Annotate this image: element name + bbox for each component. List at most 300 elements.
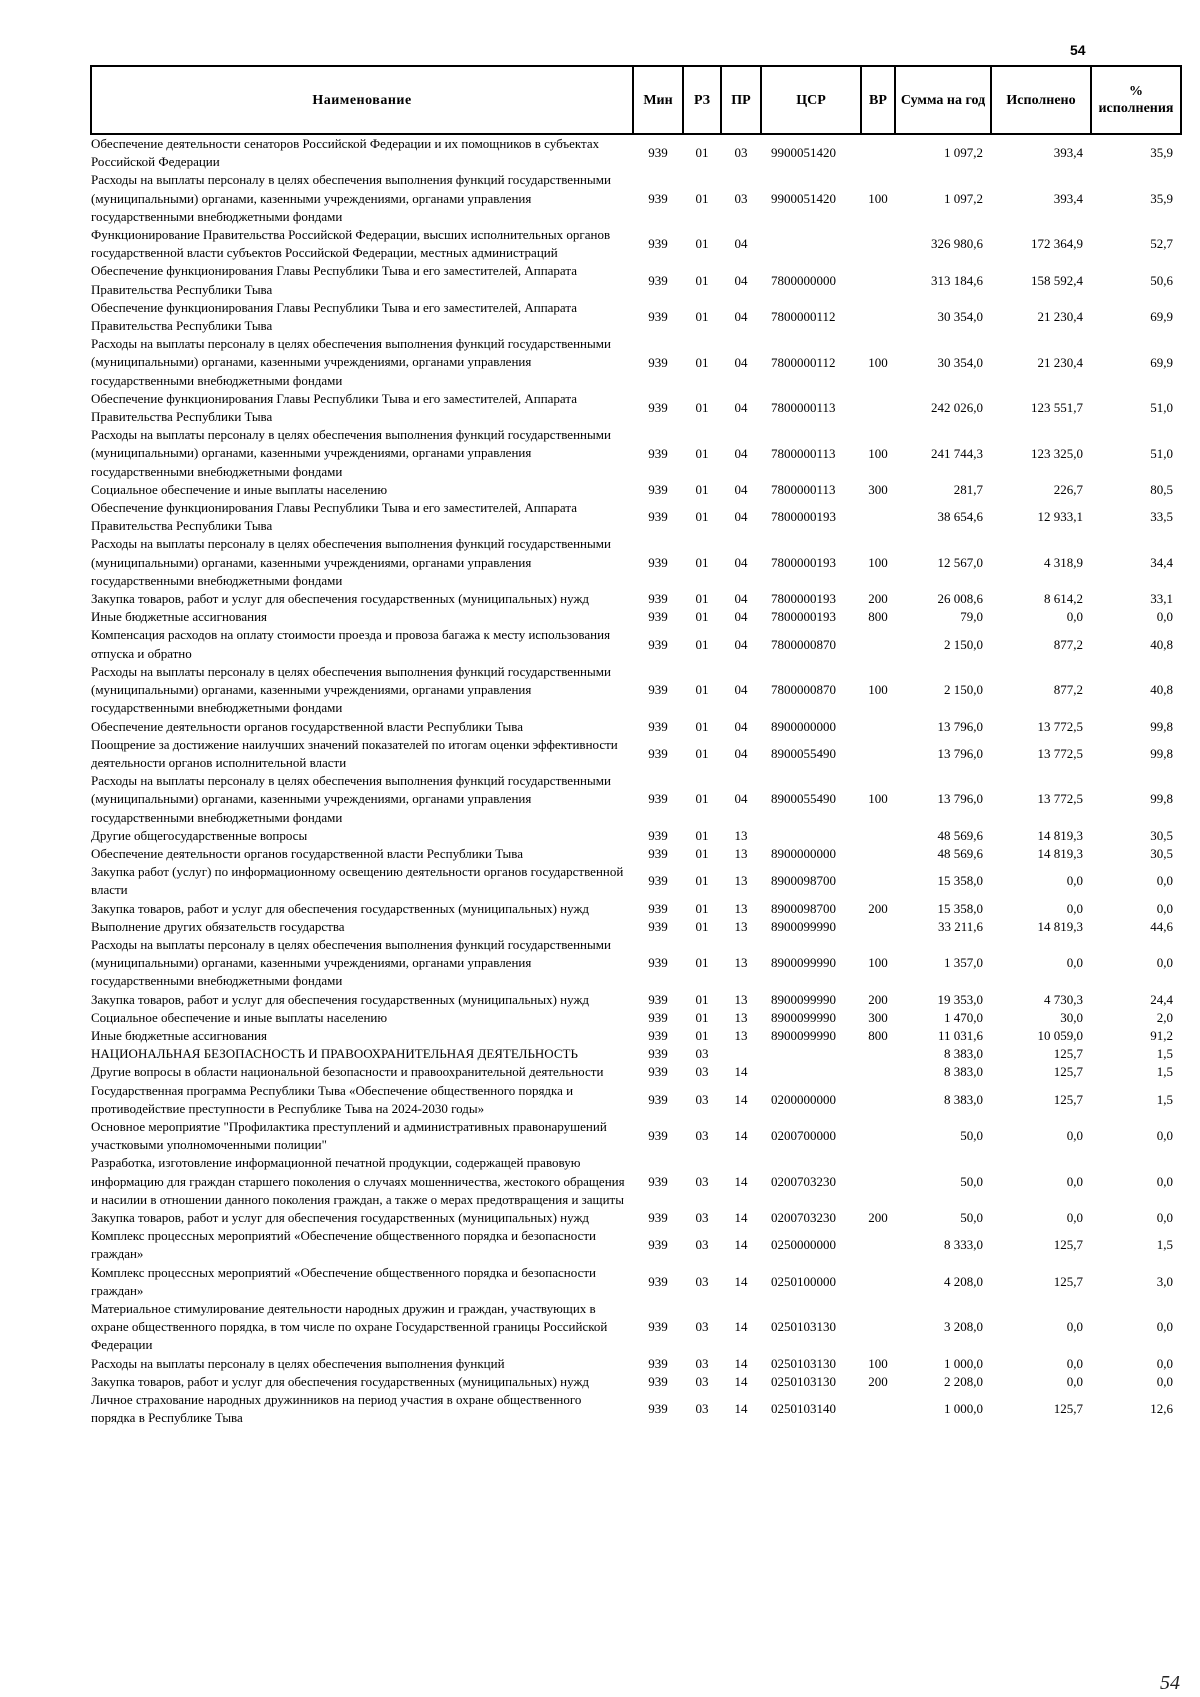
row-pct: 51,0 [1150,445,1173,461]
row-name: Государственная программа Республики Тыва «Обеспечение общественного порядка и противодействие преступности в Республике Тыва на 2024-2030 годы» [91,1082,574,1116]
table-row [91,608,1181,626]
row-pr: 13 [734,1009,748,1025]
row-csr: 7800000193 [771,509,836,525]
row-name: Закупка товаров, работ и услуг для обеспечения государственных (муниципальных) нужд [91,591,590,607]
table-row [91,1391,1181,1427]
table-row [91,390,1181,426]
row-pr: 04 [734,636,748,652]
row-pct: 99,8 [1150,745,1173,761]
row-rz: 01 [695,955,709,971]
header-min: Мин [633,66,683,134]
row-sum: 30 354,0 [937,354,983,370]
row-csr: 0200703230 [771,1210,836,1226]
row-rz: 01 [695,354,709,370]
row-name: Расходы на выплаты персоналу в целях обеспечения выполнения функций государственными (муниципальными) органами, казенными учреждениями, органами управления государственными внебюджетными фондами [91,936,611,989]
row-min: 939 [648,1273,668,1289]
row-rz: 03 [695,1091,709,1107]
row-rz: 01 [695,309,709,325]
page-number: 54 [1070,42,1086,58]
row-sum: 1 097,2 [944,145,983,161]
row-rz: 03 [695,1401,709,1417]
row-done: 14 819,3 [1037,827,1083,843]
row-sum: 326 980,6 [931,236,983,252]
row-pr: 14 [734,1064,748,1080]
row-pr: 04 [734,400,748,416]
header-pct: % исполнения [1091,66,1181,134]
row-pct: 40,8 [1150,636,1173,652]
row-min: 939 [648,846,668,862]
row-csr: 7800000112 [771,354,836,370]
row-pct: 99,8 [1150,718,1173,734]
row-csr: 9900051420 [771,190,836,206]
row-pct: 0,0 [1156,1373,1173,1389]
row-name: Обеспечение деятельности сенаторов Российской Федерации и их помощников в субъектах Российской Федерации [91,136,600,170]
row-done: 125,7 [1053,1273,1083,1289]
table-row [91,1227,1181,1263]
row-min: 939 [648,791,668,807]
row-vr [861,736,895,772]
row-name: Закупка товаров, работ и услуг для обеспечения государственных (муниципальных) нужд [91,900,590,916]
row-rz: 03 [695,1046,709,1062]
row-done: 0,0 [1066,1319,1083,1335]
row-csr: 8900099990 [771,955,836,971]
row-done: 10 059,0 [1037,1028,1083,1044]
row-min: 939 [648,1173,668,1189]
row-min: 939 [648,1373,668,1389]
row-pr: 13 [734,900,748,916]
table-row [91,827,1181,845]
row-done: 0,0 [1066,900,1083,916]
row-pr: 04 [734,745,748,761]
row-name: Социальное обеспечение и иные выплаты населению [91,481,388,497]
table-row [91,936,1181,991]
header-csr: ЦСР [761,66,861,134]
row-sum: 281,7 [953,481,983,497]
row-vr: 100 [868,791,888,807]
row-sum: 2 150,0 [944,636,983,652]
row-name: Расходы на выплаты персоналу в целях обеспечения выполнения функций [91,1355,505,1371]
row-pct: 35,9 [1150,145,1173,161]
table-row [91,426,1181,481]
row-rz: 01 [695,827,709,843]
row-rz: 01 [695,190,709,206]
row-name: Выполнение других обязательств государства [91,918,345,934]
row-pr: 04 [734,609,748,625]
row-done: 123 551,7 [1031,400,1083,416]
table-row [91,262,1181,298]
row-min: 939 [648,636,668,652]
row-vr [861,499,895,535]
row-name: Закупка товаров, работ и услуг для обеспечения государственных (муниципальных) нужд [91,991,590,1007]
row-rz: 03 [695,1210,709,1226]
row-sum: 8 383,0 [944,1064,983,1080]
row-name: Поощрение за достижение наилучших значений показателей по итогам оценки эффективности деятельности органов исполнительной власти [91,736,618,770]
table-row [91,718,1181,736]
row-csr: 7800000113 [771,445,836,461]
row-vr [861,1227,895,1263]
row-min: 939 [648,1064,668,1080]
row-pct: 35,9 [1150,190,1173,206]
row-name: Личное страхование народных дружинников на период участия в охране общественного порядка в Республике Тыва [91,1392,582,1426]
row-done: 0,0 [1066,1355,1083,1371]
row-pct: 1,5 [1156,1091,1173,1107]
row-sum: 1 000,0 [944,1355,983,1371]
row-done: 125,7 [1053,1064,1083,1080]
row-pr: 03 [734,190,748,206]
row-name: Обеспечение деятельности органов государственной власти Республики Тыва [91,718,523,734]
row-vr [861,863,895,899]
row-vr [861,1063,895,1081]
row-pr: 04 [734,509,748,525]
row-sum: 1 000,0 [944,1401,983,1417]
row-sum: 12 567,0 [937,554,983,570]
row-pct: 0,0 [1156,873,1173,889]
row-csr: 7800000112 [771,309,836,325]
row-pr: 14 [734,1237,748,1253]
row-csr: 7800000870 [771,636,836,652]
row-rz: 01 [695,591,709,607]
row-vr [861,845,895,863]
row-vr: 200 [868,991,888,1007]
row-done: 8 614,2 [1044,591,1083,607]
row-csr: 0250100000 [771,1273,836,1289]
row-rz: 03 [695,1064,709,1080]
header-vr: ВР [861,66,895,134]
row-name: Расходы на выплаты персоналу в целях обеспечения выполнения функций государственными (муниципальными) органами, казенными учреждениями, органами управления государственными внебюджетными фондами [91,172,611,224]
row-sum: 13 796,0 [937,791,983,807]
row-csr: 0200000000 [771,1091,836,1107]
header-sum: Сумма на год [895,66,991,134]
row-min: 939 [648,591,668,607]
budget-table [90,65,1182,1427]
row-name: Иные бюджетные ассигнования [91,609,268,625]
row-sum: 8 383,0 [944,1091,983,1107]
row-done: 12 933,1 [1037,509,1083,525]
row-sum: 19 353,0 [937,991,983,1007]
row-vr: 100 [868,955,888,971]
row-csr: 0250103130 [771,1355,836,1371]
row-sum: 50,0 [960,1128,983,1144]
row-min: 939 [648,400,668,416]
row-min: 939 [648,682,668,698]
row-name: Расходы на выплаты персоналу в целях обеспечения выполнения функций государственными (муниципальными) органами, казенными учреждениями, органами управления государственными внебюджетными фондами [91,663,611,716]
table-row [91,1209,1181,1227]
row-sum: 1 470,0 [944,1009,983,1025]
row-sum: 1 097,2 [944,190,983,206]
table-row [91,481,1181,499]
row-rz: 01 [695,682,709,698]
row-done: 21 230,4 [1037,354,1083,370]
row-min: 939 [648,1237,668,1253]
row-rz: 01 [695,636,709,652]
row-csr: 0250000000 [771,1237,836,1253]
table-row [91,626,1181,662]
row-pr: 13 [734,1028,748,1044]
row-csr: 8900099990 [771,1009,836,1025]
row-sum: 79,0 [960,609,983,625]
row-csr: 8900055490 [771,745,836,761]
row-min: 939 [648,1355,668,1371]
table-row [91,299,1181,335]
row-min: 939 [648,873,668,889]
row-pct: 33,1 [1150,591,1173,607]
row-done: 0,0 [1066,609,1083,625]
table-row [91,1118,1181,1154]
row-pct: 12,6 [1150,1401,1173,1417]
row-vr: 300 [868,481,888,497]
row-csr: 7800000870 [771,682,836,698]
row-pct: 0,0 [1156,1173,1173,1189]
row-vr: 100 [868,445,888,461]
row-csr: 8900098700 [771,873,836,889]
row-done: 13 772,5 [1037,718,1083,734]
row-vr [861,299,895,335]
row-sum: 13 796,0 [937,718,983,734]
row-done: 4 730,3 [1044,991,1083,1007]
row-min: 939 [648,918,668,934]
row-rz: 03 [695,1373,709,1389]
row-done: 125,7 [1053,1237,1083,1253]
row-sum: 313 184,6 [931,272,983,288]
row-name: Расходы на выплаты персоналу в целях обеспечения выполнения функций государственными (муниципальными) органами, казенными учреждениями, органами управления государственными внебюджетными фондами [91,336,611,388]
row-csr: 0250103130 [771,1373,836,1389]
row-vr: 200 [868,1373,888,1389]
row-vr [861,1045,895,1063]
row-name: НАЦИОНАЛЬНАЯ БЕЗОПАСНОСТЬ И ПРАВООХРАНИТЕЛЬНАЯ ДЕЯТЕЛЬНОСТЬ [91,1046,578,1062]
row-pct: 33,5 [1150,509,1173,525]
row-min: 939 [648,236,668,252]
row-csr: 8900099990 [771,1028,836,1044]
row-csr: 7800000113 [771,400,836,416]
row-name: Другие общегосударственные вопросы [91,827,308,843]
row-pr: 13 [734,991,748,1007]
row-pr: 13 [734,846,748,862]
row-min: 939 [648,1401,668,1417]
table-row [91,1300,1181,1355]
table-row [91,1063,1181,1081]
row-done: 393,4 [1053,190,1083,206]
row-rz: 01 [695,918,709,934]
row-pct: 1,5 [1156,1046,1173,1062]
row-sum: 4 208,0 [944,1273,983,1289]
row-vr [861,718,895,736]
row-vr: 300 [868,1009,888,1025]
row-min: 939 [648,745,668,761]
table-row [91,1355,1181,1373]
table-row [91,845,1181,863]
row-csr: 0200703230 [771,1173,836,1189]
row-min: 939 [648,272,668,288]
row-pr: 04 [734,481,748,497]
row-csr [761,827,861,845]
row-name: Обеспечение функционирования Главы Республики Тыва и его заместителей, Аппарата Правительства Республики Тыва [91,390,577,425]
table-row [91,772,1181,827]
table-row [91,918,1181,936]
row-sum: 38 654,6 [937,509,983,525]
row-sum: 50,0 [960,1210,983,1226]
row-rz: 01 [695,400,709,416]
row-csr: 7800000113 [771,481,836,497]
row-pct: 0,0 [1156,609,1173,625]
row-pr: 04 [734,718,748,734]
row-done: 125,7 [1053,1091,1083,1107]
row-name: Расходы на выплаты персоналу в целях обеспечения выполнения функций государственными (муниципальными) органами, казенными учреждениями, органами управления государственными внебюджетными фондами [91,773,611,825]
row-min: 939 [648,1128,668,1144]
row-rz: 01 [695,481,709,497]
row-rz: 01 [695,991,709,1007]
row-pct: 24,4 [1150,991,1173,1007]
row-done: 0,0 [1066,1373,1083,1389]
row-pr: 04 [734,354,748,370]
row-pr: 04 [734,554,748,570]
row-name: Основное мероприятие "Профилактика преступлений и административных правонарушений участковыми уполномоченными полиции" [91,1118,607,1153]
row-pct: 0,0 [1156,1210,1173,1226]
table-row [91,226,1181,262]
row-min: 939 [648,509,668,525]
row-vr [861,918,895,936]
table-row [91,535,1181,590]
row-pct: 30,5 [1150,846,1173,862]
row-name: Социальное обеспечение и иные выплаты населению [91,1009,388,1025]
table-row [91,1009,1181,1027]
row-vr [861,1264,895,1300]
row-min: 939 [648,718,668,734]
row-pct: 52,7 [1150,236,1173,252]
row-sum: 48 569,6 [937,846,983,862]
row-done: 30,0 [1060,1009,1083,1025]
row-pr: 14 [734,1401,748,1417]
row-csr [761,1063,861,1081]
row-csr: 8900098700 [771,900,836,916]
row-vr [861,134,895,171]
row-done: 0,0 [1066,955,1083,971]
row-name: Закупка товаров, работ и услуг для обеспечения государственных (муниципальных) нужд [91,1373,590,1389]
row-vr [861,626,895,662]
row-pr: 14 [734,1210,748,1226]
row-pr: 13 [734,873,748,889]
row-csr: 8900055490 [771,791,836,807]
row-pr: 14 [734,1128,748,1144]
row-sum: 13 796,0 [937,745,983,761]
row-name: Обеспечение деятельности органов государственной власти Республики Тыва [91,845,523,861]
table-row [91,1154,1181,1209]
row-rz: 01 [695,745,709,761]
row-sum: 50,0 [960,1173,983,1189]
row-pct: 0,0 [1156,1355,1173,1371]
row-min: 939 [648,481,668,497]
table-row [91,1373,1181,1391]
row-rz: 01 [695,236,709,252]
table-row [91,1027,1181,1045]
row-pct: 69,9 [1150,354,1173,370]
row-pr: 04 [734,236,748,252]
row-sum: 48 569,6 [937,827,983,843]
row-min: 939 [648,609,668,625]
row-sum: 33 211,6 [937,918,983,934]
row-pct: 44,6 [1150,918,1173,934]
row-rz: 01 [695,145,709,161]
row-min: 939 [648,991,668,1007]
row-csr: 0250103130 [771,1319,836,1335]
row-min: 939 [648,190,668,206]
row-vr: 100 [868,554,888,570]
row-rz: 01 [695,1028,709,1044]
row-done: 0,0 [1066,1173,1083,1189]
row-vr [861,262,895,298]
row-name: Расходы на выплаты персоналу в целях обеспечения выполнения функций государственными (муниципальными) органами, казенными учреждениями, органами управления государственными внебюджетными фондами [91,536,611,588]
row-min: 939 [648,900,668,916]
row-csr: 7800000000 [771,272,836,288]
row-done: 4 318,9 [1044,554,1083,570]
row-name: Закупка товаров, работ и услуг для обеспечения государственных (муниципальных) нужд [91,1209,590,1225]
row-pct: 34,4 [1150,554,1173,570]
row-vr: 200 [868,1210,888,1226]
table-row [91,1045,1181,1063]
row-done: 14 819,3 [1037,846,1083,862]
row-csr: 7800000193 [771,609,836,625]
row-sum: 8 383,0 [944,1046,983,1062]
row-sum: 8 333,0 [944,1237,983,1253]
row-name: Комплекс процессных мероприятий «Обеспечение общественного порядка и безопасности граждан» [91,1228,596,1262]
row-rz: 01 [695,554,709,570]
row-pr: 04 [734,591,748,607]
row-csr: 8900000000 [771,846,836,862]
row-vr: 100 [868,1355,888,1371]
row-pct: 0,0 [1156,1319,1173,1335]
row-sum: 2 150,0 [944,682,983,698]
row-min: 939 [648,309,668,325]
row-vr: 800 [868,609,888,625]
row-vr: 100 [868,682,888,698]
table-header-row [91,66,1181,134]
row-csr: 9900051420 [771,145,836,161]
row-vr [861,1300,895,1355]
row-vr [861,1154,895,1209]
row-pct: 51,0 [1150,400,1173,416]
row-pct: 1,5 [1156,1064,1173,1080]
table-row [91,499,1181,535]
row-name: Обеспечение функционирования Главы Республики Тыва и его заместителей, Аппарата Правительства Республики Тыва [91,299,577,334]
row-vr [861,226,895,262]
row-sum: 15 358,0 [937,900,983,916]
table-row [91,590,1181,608]
row-pr: 04 [734,272,748,288]
table-row [91,1082,1181,1118]
table-row [91,991,1181,1009]
row-pr: 04 [734,445,748,461]
row-sum: 242 026,0 [931,400,983,416]
row-pr: 03 [734,145,748,161]
row-done: 226,7 [1053,481,1083,497]
row-sum: 1 357,0 [944,955,983,971]
row-rz: 01 [695,445,709,461]
row-pr: 13 [734,918,748,934]
row-sum: 3 208,0 [944,1319,983,1335]
row-csr: 0250103140 [771,1401,836,1417]
row-pct: 99,8 [1150,791,1173,807]
row-csr: 7800000193 [771,554,836,570]
row-sum: 11 031,6 [937,1028,983,1044]
row-pr: 04 [734,682,748,698]
row-csr: 8900000000 [771,718,836,734]
row-done: 877,2 [1053,682,1083,698]
row-pct: 1,5 [1156,1237,1173,1253]
row-rz: 03 [695,1173,709,1189]
row-name: Обеспечение функционирования Главы Республики Тыва и его заместителей, Аппарата Правительства Республики Тыва [91,500,577,534]
row-done: 0,0 [1066,1210,1083,1226]
row-sum: 2 208,0 [944,1373,983,1389]
row-rz: 01 [695,900,709,916]
